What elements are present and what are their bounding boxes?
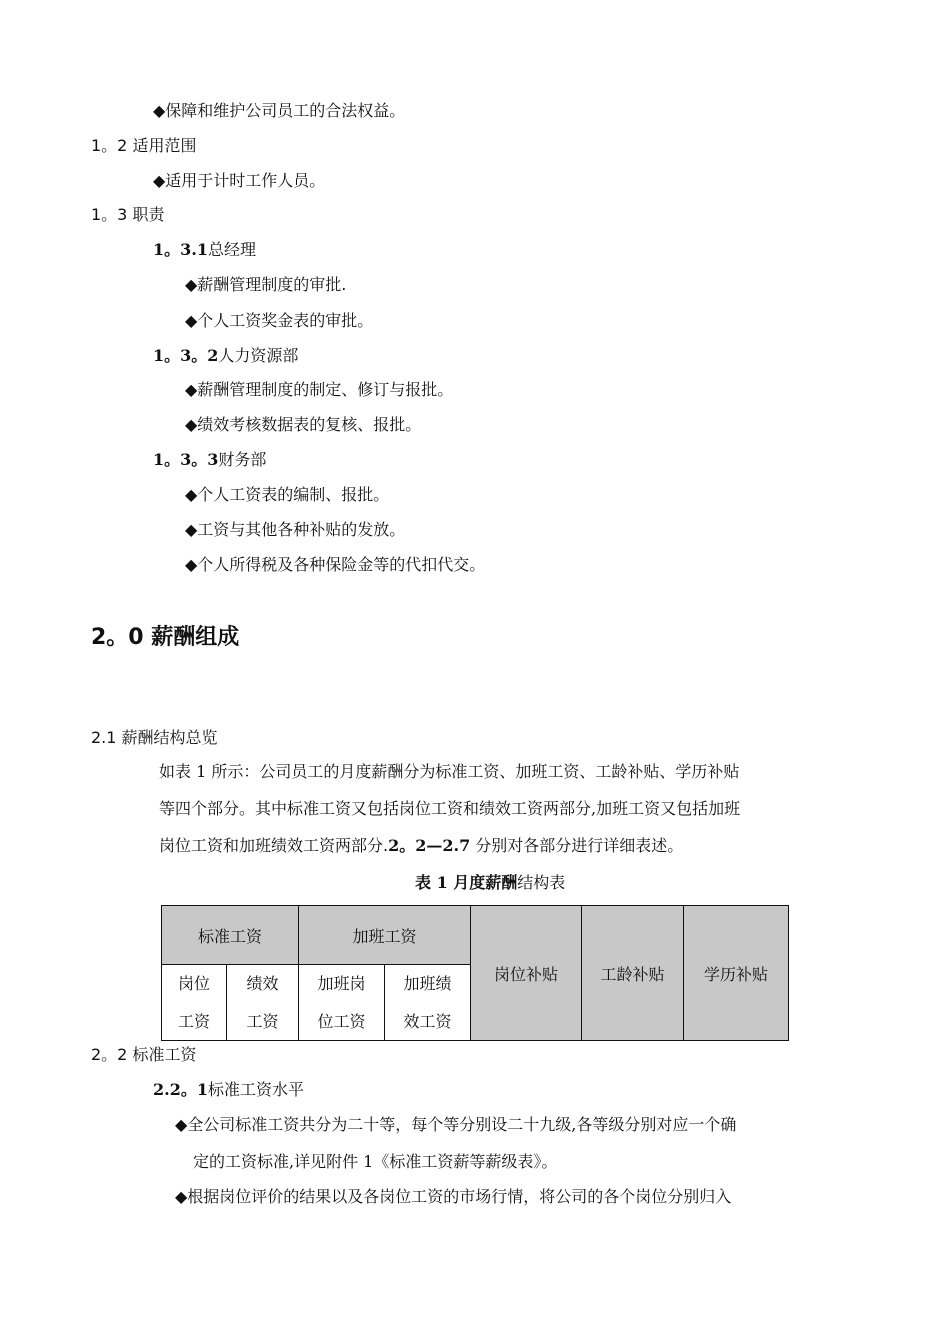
overview-line-3 [159,827,740,864]
overview-line-3-text: 岗位工资和加班绩效工资两部分. [159,836,389,855]
td-overtime-post-wage-line-2: 位工资 [317,1011,366,1031]
overview-line-2: 等四个部分。其中标准工资又包括岗位工资和绩效工资两部分,加班工资又包括加班 [159,799,741,818]
heading-overview: 2.1 薪酬结构总览 [91,728,218,747]
table-caption-label: 表 1 月度薪酬 [415,873,518,892]
heading-standard-wage: 2。2 标准工资 [91,1045,197,1064]
th-education-subsidy: 学历补贴 [683,905,789,1041]
bullet-protect-rights: ◆保障和维护公司员工的合法权益。 [153,101,406,120]
heading-finance-number: 1。3。3 [153,450,219,469]
bullet-hr-2: ◆绩效考核数据表的复核、报批。 [185,415,422,434]
td-performance-wage-line-1: 绩效 [246,973,279,993]
heading-duties: 1。3 职责 [91,205,165,224]
td-post-wage [161,964,226,1041]
th-post-subsidy: 岗位补贴 [470,905,581,1041]
th-seniority-subsidy: 工龄补贴 [581,905,683,1041]
td-post-wage-line-2: 工资 [177,1011,210,1031]
bullet-grade-line-2: 定的工资标准,详见附件 1《标准工资薪等薪级表》。 [193,1152,558,1171]
overview-line-1: 如表 1 所示：公司员工的月度薪酬分为标准工资、加班工资、工龄补贴、学历补贴 [159,762,740,781]
heading-hr-number: 1。3。2 [153,346,219,365]
th-standard-wage: 标准工资 [161,905,298,964]
heading-standard-wage-level-number: 2.2。1 [153,1080,208,1099]
table-caption-rest: 结构表 [517,873,566,892]
bullet-gm-1: ◆薪酬管理制度的审批. [185,275,347,294]
bullet-finance-2: ◆工资与其他各种补贴的发放。 [185,520,406,539]
heading-gm-number: 1。3.1 [153,240,208,259]
bullet-hr-1: ◆薪酬管理制度的制定、修订与报批。 [185,380,454,399]
heading-gm [153,240,256,260]
td-overtime-performance-wage-line-2: 效工资 [403,1011,452,1031]
compensation-structure-table [161,905,789,1041]
bullet-finance-1: ◆个人工资表的编制、报批。 [185,485,390,504]
heading-standard-wage-level-label: 标准工资水平 [207,1080,304,1099]
heading-finance-label: 财务部 [218,450,267,469]
td-overtime-post-wage-line-1: 加班岗 [317,973,366,993]
heading-hr [153,346,298,366]
overview-paragraph [159,753,740,864]
bullet-gm-2: ◆个人工资奖金表的审批。 [185,311,374,330]
section-title-compensation: 2。0 薪酬组成 [91,625,240,650]
heading-hr-label: 人力资源部 [218,346,299,365]
heading-standard-wage-level [153,1080,304,1100]
heading-finance [153,450,266,470]
overview-line-3-tail: 分别对各部分进行详细表述。 [470,836,684,855]
td-post-wage-line-1: 岗位 [177,973,210,993]
overview-section-range: 2。2—2.7 [388,836,471,855]
bullet-finance-3: ◆个人所得税及各种保险金等的代扣代交。 [185,555,486,574]
table-caption [415,873,565,893]
heading-gm-label: 总经理 [207,240,256,259]
bullet-evaluation-line-1: ◆根据岗位评价的结果以及各岗位工资的市场行情，将公司的各个岗位分别归入 [175,1187,732,1206]
bullet-scope: ◆适用于计时工作人员。 [153,171,326,190]
td-overtime-performance-wage-line-1: 加班绩 [403,973,452,993]
td-performance-wage-line-2: 工资 [246,1011,279,1031]
td-overtime-post-wage [298,964,384,1041]
td-performance-wage [226,964,298,1041]
bullet-grade-line-1: ◆全公司标准工资共分为二十等，每个等分别设二十九级,各等级分别对应一个确 [175,1115,737,1134]
th-overtime-wage: 加班工资 [298,905,470,964]
heading-scope: 1。2 适用范围 [91,136,197,155]
td-overtime-performance-wage [384,964,470,1041]
